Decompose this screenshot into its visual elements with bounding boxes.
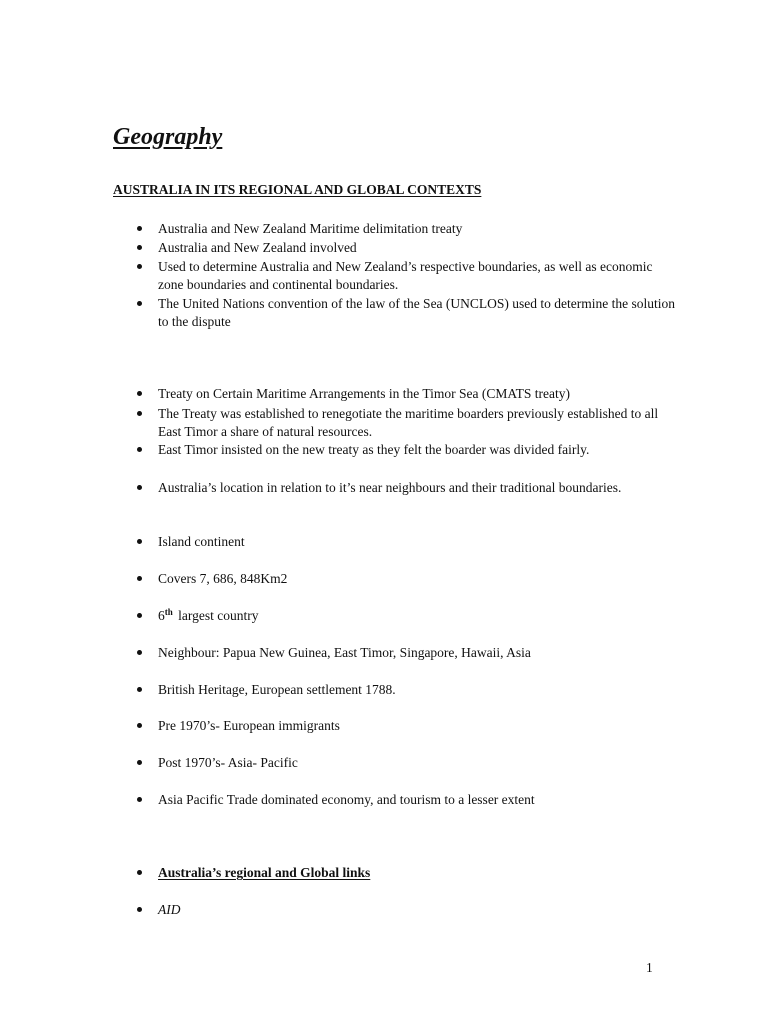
bullet-icon: [137, 907, 142, 912]
bullet-icon: [137, 485, 142, 490]
list-item: [137, 258, 678, 293]
list-item-text: Asia Pacific Trade dominated economy, and tourism to a lesser extent: [158, 792, 535, 807]
list-item: [137, 479, 678, 497]
document-title: Geography: [113, 124, 223, 150]
list-item-text: Neighbour: Papua New Guinea, East Timor, Singapore, Hawaii, Asia: [158, 645, 531, 660]
list-item-text: The United Nations convention of the law of the Sea (UNCLOS) used to determine the solution to the dispute: [158, 296, 676, 329]
ordinal-superscript: th: [164, 606, 173, 617]
subheading-regional-links: Australia’s regional and Global links: [158, 865, 371, 880]
list-item-text: Used to determine Australia and New Zealand’s respective boundaries, as well as economic zone boundaries and continental boundaries.: [158, 259, 653, 292]
list-item-text: Australia and New Zealand Maritime delimitation treaty: [158, 221, 463, 236]
list-item: [137, 791, 678, 809]
list-item: [137, 220, 678, 238]
list-item: [137, 533, 678, 551]
bullet-icon: [137, 723, 142, 728]
list-item: [137, 441, 678, 459]
list-item: [137, 405, 678, 440]
list-item-text: Australia and New Zealand involved: [158, 240, 357, 255]
list-item-text: East Timor insisted on the new treaty as they felt the boarder was divided fairly.: [158, 442, 590, 457]
list-item: [137, 901, 678, 919]
section-heading: AUSTRALIA IN ITS REGIONAL AND GLOBAL CONTEXTS: [113, 182, 482, 197]
bullet-icon: [137, 760, 142, 765]
bullet-icon: [137, 870, 142, 875]
list-item: [137, 717, 678, 735]
ordinal-number: 6: [158, 608, 165, 623]
bullet-icon: [137, 650, 142, 655]
bullet-icon: [137, 411, 142, 416]
bullet-icon: [137, 539, 142, 544]
list-item: [137, 385, 678, 403]
list-item: [137, 607, 678, 625]
list-item: [137, 295, 678, 330]
list-item: [137, 644, 678, 662]
bullet-icon: [137, 226, 142, 231]
list-item-text: Australia’s location in relation to it’s near neighbours and their traditional boundaries.: [158, 480, 622, 495]
list-item: [137, 864, 678, 882]
ordinal-rest: largest country: [174, 608, 259, 623]
list-item: [137, 681, 678, 699]
bullet-icon: [137, 687, 142, 692]
bullet-icon: [137, 613, 142, 618]
list-item-text: Pre 1970’s- European immigrants: [158, 718, 340, 733]
subheading-aid: AID: [158, 902, 181, 917]
list-item-text: Covers 7, 686, 848Km2: [158, 571, 288, 586]
page-number: 1: [646, 960, 653, 975]
list-item-text: [158, 607, 678, 625]
bullet-icon: [137, 797, 142, 802]
list-item-text: Island continent: [158, 534, 245, 549]
bullet-icon: [137, 264, 142, 269]
bullet-icon: [137, 391, 142, 396]
bullet-icon: [137, 576, 142, 581]
bullet-icon: [137, 447, 142, 452]
list-item: [137, 754, 678, 772]
bullet-icon: [137, 301, 142, 306]
bullet-icon: [137, 245, 142, 250]
list-item-text: The Treaty was established to renegotiate the maritime boarders previously established to all East Timor a share of natural resources.: [158, 406, 659, 439]
list-item: [137, 239, 678, 257]
list-item-text: British Heritage, European settlement 1788.: [158, 682, 396, 697]
list-item-text: Treaty on Certain Maritime Arrangements in the Timor Sea (CMATS treaty): [158, 386, 570, 401]
list-item-text: Post 1970’s- Asia- Pacific: [158, 755, 298, 770]
list-item: [137, 570, 678, 588]
